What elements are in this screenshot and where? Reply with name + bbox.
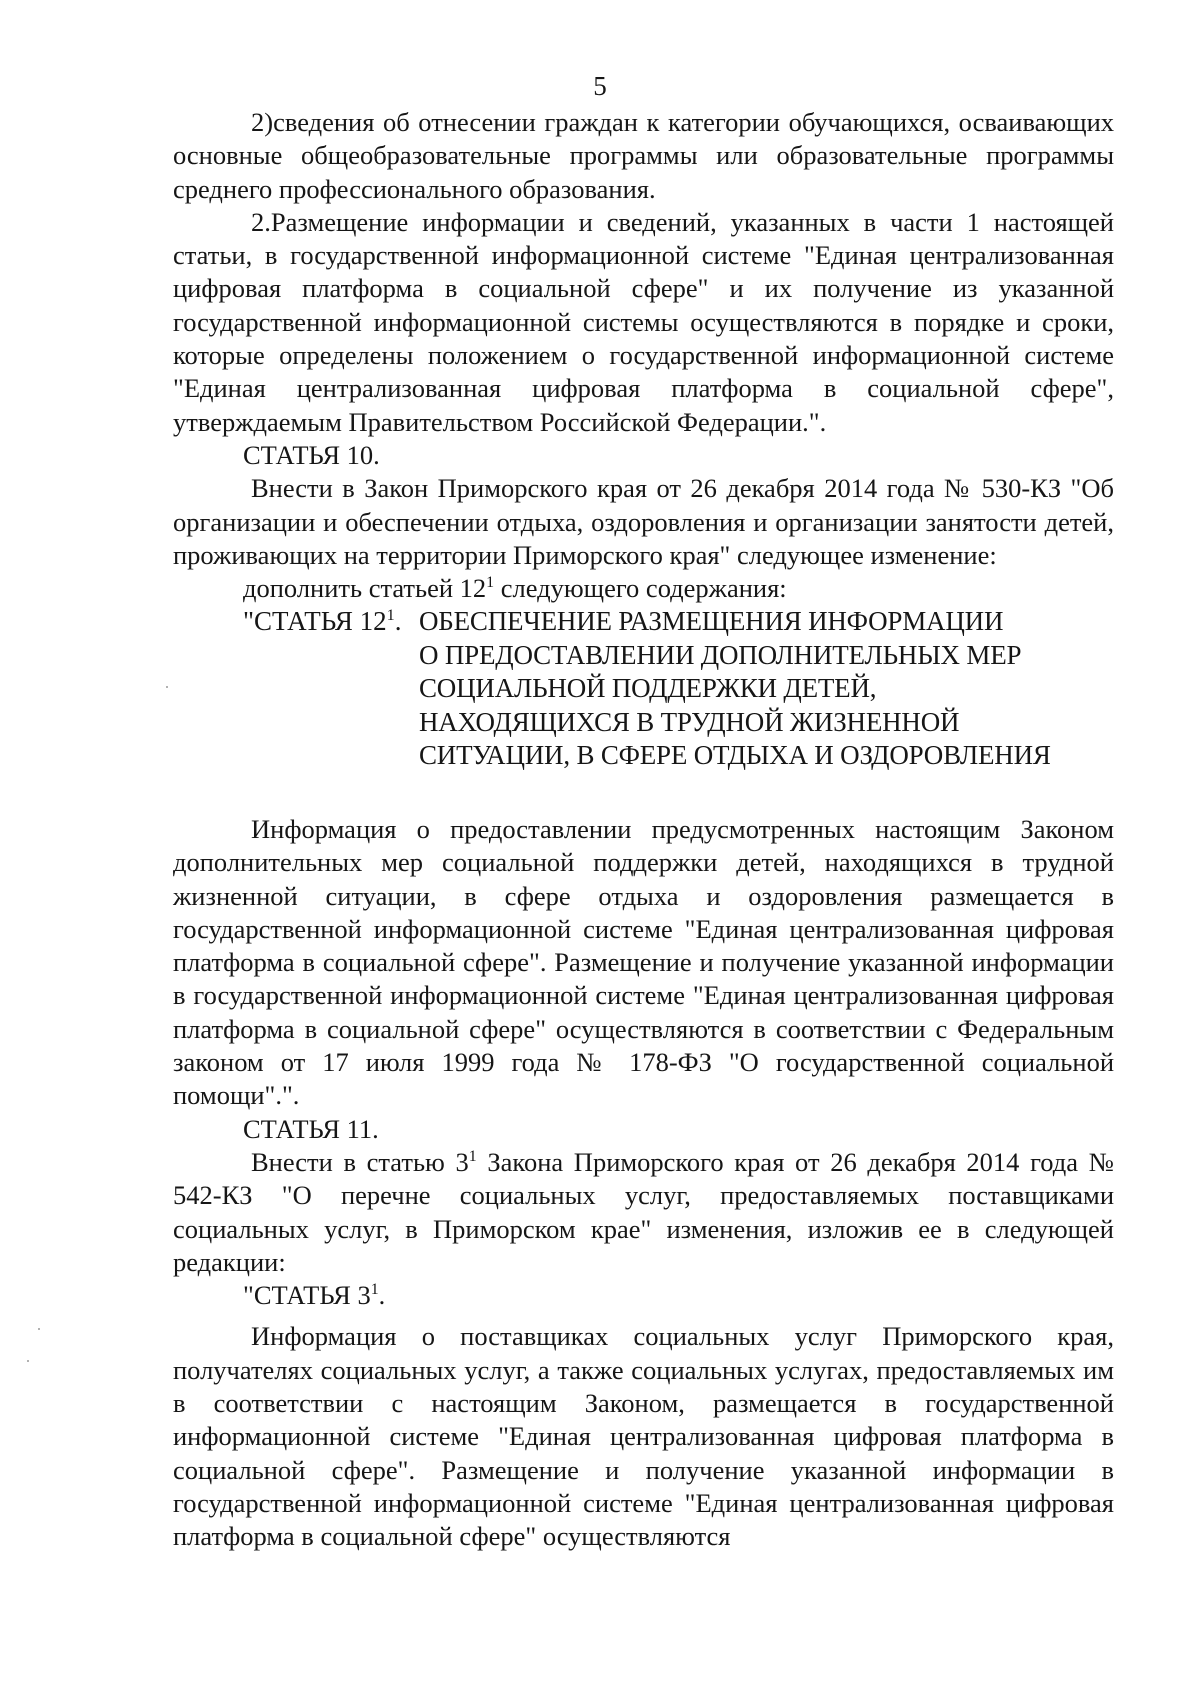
scan-speck [27,1360,29,1362]
amendment-text-after: следующего содержания: [494,573,787,604]
quoted-article-3-1-text: Информация о поставщиках социальных услуг Приморского края, получателях социальных услуг, а также социальных услугах, предоставляемых им в соответствии с настоящим Законом, размещается в государственной информационной системе "Единая централизованная цифровая платформа в социальной сфере". Размещение и получение указанной информации в государственной информационной системе "Единая централизованная цифровая платформа в социальной сфере" осуществляются [173,1321,1114,1552]
scan-speck [166,686,168,688]
new-article-title-line: СИТУАЦИИ, В СФЕРЕ ОТДЫХА И ОЗДОРОВЛЕНИЯ [419,740,1051,771]
new-article-12-1-text: Информация о предоставлении предусмотренных настоящим Законом дополнительных мер социальной поддержки детей, находящихся в трудной жизненной ситуации, в сфере отдыха и оздоровления размещается в государственной информационной системе "Единая централизованная цифровая платформа в социальной сфере". Размещение и получение указанной информации в государственной информационной системе "Единая централизованная цифровая платформа в социальной сфере" осуществляются в соответствии с Федеральным законом от 17 июля 1999 года № 178-ФЗ "О государственной социальной помощи".". [173,813,1114,1111]
new-article-title-line: О ПРЕДОСТАВЛЕНИИ ДОПОЛНИТЕЛЬНЫХ МЕР [419,639,1022,670]
new-article-title-line: НАХОДЯЩИХСЯ В ТРУДНОЙ ЖИЗНЕННОЙ [419,706,960,737]
new-article-12-1-heading [173,605,1114,773]
article-11-heading: СТАТЬЯ 11. [243,1113,379,1144]
amendment-text-before: дополнить статьей 12 [243,573,487,604]
amendment-superscript: 1 [486,574,495,592]
new-article-title-line: СОЦИАЛЬНОЙ ПОДДЕРЖКИ ДЕТЕЙ, [419,673,877,704]
scan-speck [38,1328,40,1330]
article-10-intro: Внести в Закон Приморского края от 26 декабря 2014 года № 530-КЗ "Об организации и обеспечении отдыха, оздоровления и организации занятости детей, проживающих на территории Приморского края" следующее изменение: [173,473,1114,570]
quoted-article-3-1-label: "СТАТЬЯ $3^1$. [243,1280,386,1311]
paragraph-item-2-info: 2)сведения об отнесении граждан к категории обучающихся, осваивающих основные общеобразовательные программы или образовательные программы среднего профессионального образования. [173,107,1114,204]
article-11-intro: Внести в статью $3^1$ Закона Приморского края от 26 декабря 2014 года № 542-КЗ "О перечне социальных услуг, предоставляемых поставщиками социальных услуг, в Приморском крае" изменения, изложив ее в следующей редакции: [173,1146,1114,1277]
page-number: 5 [593,71,607,101]
new-article-title [419,605,1114,773]
article-10-amendment [173,572,1114,605]
document-body [173,106,1114,1553]
new-article-label: "СТАТЬЯ $12^1$. [243,606,402,637]
article-10-heading: СТАТЬЯ 10. [243,439,380,470]
new-article-title-line: ОБЕСПЕЧЕНИЕ РАЗМЕЩЕНИЯ ИНФОРМАЦИИ [419,606,1004,637]
paragraph-part-2-placement: 2.Размещение информации и сведений, указанных в части 1 настоящей статьи, в государственной информационной системе "Единая централизованная цифровая платформа в социальной сфере" и их получение из указанной государственной информационной системы осуществляются в порядке и сроки, которые определены положением о государственной информационной системе "Единая централизованная цифровая платформа в социальной сфере", утверждаемым Правительством Российской Федерации.". [173,206,1114,437]
